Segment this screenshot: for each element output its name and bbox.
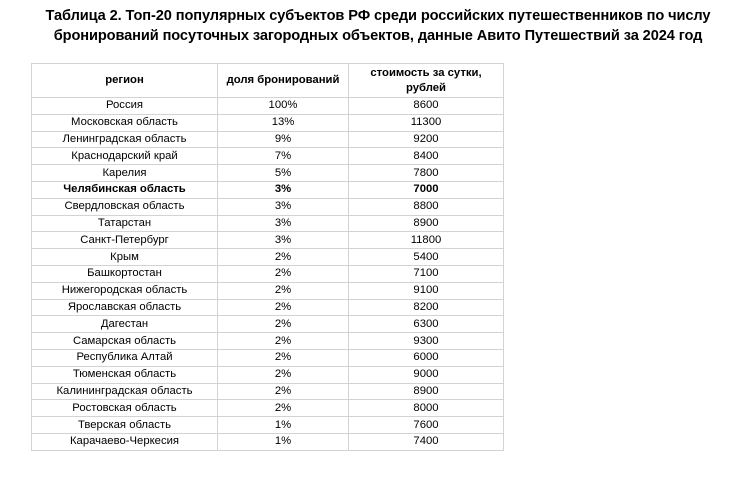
table-row — [32, 282, 504, 299]
header-cost-line-1: стоимость за сутки, — [370, 66, 482, 79]
cell-region: Карелия — [32, 165, 218, 182]
table-row — [32, 417, 504, 434]
table-body — [32, 98, 504, 451]
cell-share: 2% — [218, 383, 349, 400]
cell-cost: 8000 — [349, 400, 504, 417]
cell-region: Татарстан — [32, 215, 218, 232]
cell-share: 3% — [218, 232, 349, 249]
table-row — [32, 215, 504, 232]
table-row — [32, 383, 504, 400]
cell-share: 7% — [218, 148, 349, 165]
cell-cost: 7800 — [349, 165, 504, 182]
cell-region: Россия — [32, 98, 218, 115]
cell-cost: 9300 — [349, 333, 504, 350]
cell-region: Московская область — [32, 114, 218, 131]
cell-share: 2% — [218, 333, 349, 350]
cell-cost: 7100 — [349, 265, 504, 282]
cell-share: 13% — [218, 114, 349, 131]
cell-cost: 8200 — [349, 299, 504, 316]
cell-share: 1% — [218, 433, 349, 450]
table-row — [32, 148, 504, 165]
cell-cost: 8800 — [349, 198, 504, 215]
table-header-row — [32, 64, 504, 98]
cell-region: Краснодарский край — [32, 148, 218, 165]
cell-share: 2% — [218, 299, 349, 316]
cell-region: Челябинская область — [32, 181, 218, 198]
table-row — [32, 400, 504, 417]
table-row — [32, 165, 504, 182]
table-row — [32, 433, 504, 450]
cell-cost: 7000 — [349, 181, 504, 198]
cell-share: 2% — [218, 249, 349, 266]
cell-cost: 11300 — [349, 114, 504, 131]
cell-region: Тюменская область — [32, 366, 218, 383]
cell-cost: 7400 — [349, 433, 504, 450]
header-share: доля бронирований — [218, 64, 349, 98]
cell-region: Карачаево-Черкесия — [32, 433, 218, 450]
table-row — [32, 249, 504, 266]
cell-region: Нижегородская область — [32, 282, 218, 299]
cell-region: Дагестан — [32, 316, 218, 333]
cell-share: 1% — [218, 417, 349, 434]
cell-share: 3% — [218, 198, 349, 215]
caption-line-1: Таблица 2. Топ-20 популярных субъектов РФ среди российских путешественников по числу — [45, 8, 711, 24]
cell-share: 3% — [218, 181, 349, 198]
regions-table — [31, 63, 504, 451]
table-row — [32, 349, 504, 366]
cell-region: Санкт-Петербург — [32, 232, 218, 249]
cell-cost: 11800 — [349, 232, 504, 249]
cell-region: Крым — [32, 249, 218, 266]
cell-cost: 8600 — [349, 98, 504, 115]
cell-cost: 5400 — [349, 249, 504, 266]
cell-cost: 8900 — [349, 383, 504, 400]
cell-region: Калининградская область — [32, 383, 218, 400]
cell-region: Ленинградская область — [32, 131, 218, 148]
table-row — [32, 114, 504, 131]
cell-region: Башкортостан — [32, 265, 218, 282]
table-row-highlighted — [32, 181, 504, 198]
cell-share: 2% — [218, 316, 349, 333]
cell-share: 100% — [218, 98, 349, 115]
cell-region: Ярославская область — [32, 299, 218, 316]
cell-region: Республика Алтай — [32, 349, 218, 366]
table-row — [32, 98, 504, 115]
cell-cost: 9000 — [349, 366, 504, 383]
table-row — [32, 366, 504, 383]
header-cost — [349, 64, 504, 98]
table-row — [32, 198, 504, 215]
caption-line-2: бронирований посуточных загородных объектов, данные Авито Путешествий за 2024 год — [53, 28, 703, 44]
cell-share: 3% — [218, 215, 349, 232]
cell-cost: 8900 — [349, 215, 504, 232]
table-row — [32, 232, 504, 249]
cell-cost: 6000 — [349, 349, 504, 366]
cell-region: Свердловская область — [32, 198, 218, 215]
cell-cost: 7600 — [349, 417, 504, 434]
table-row — [32, 265, 504, 282]
cell-share: 2% — [218, 366, 349, 383]
cell-share: 2% — [218, 265, 349, 282]
cell-cost: 9200 — [349, 131, 504, 148]
cell-share: 2% — [218, 400, 349, 417]
table-row — [32, 333, 504, 350]
cell-share: 9% — [218, 131, 349, 148]
table-row — [32, 316, 504, 333]
cell-share: 2% — [218, 282, 349, 299]
cell-region: Ростовская область — [32, 400, 218, 417]
cell-region: Самарская область — [32, 333, 218, 350]
cell-region: Тверская область — [32, 417, 218, 434]
cell-share: 2% — [218, 349, 349, 366]
table-caption — [0, 6, 756, 46]
cell-cost: 8400 — [349, 148, 504, 165]
header-cost-line-2: рублей — [406, 81, 446, 94]
cell-share: 5% — [218, 165, 349, 182]
header-region: регион — [32, 64, 218, 98]
cell-cost: 6300 — [349, 316, 504, 333]
table-row — [32, 131, 504, 148]
cell-cost: 9100 — [349, 282, 504, 299]
table-row — [32, 299, 504, 316]
